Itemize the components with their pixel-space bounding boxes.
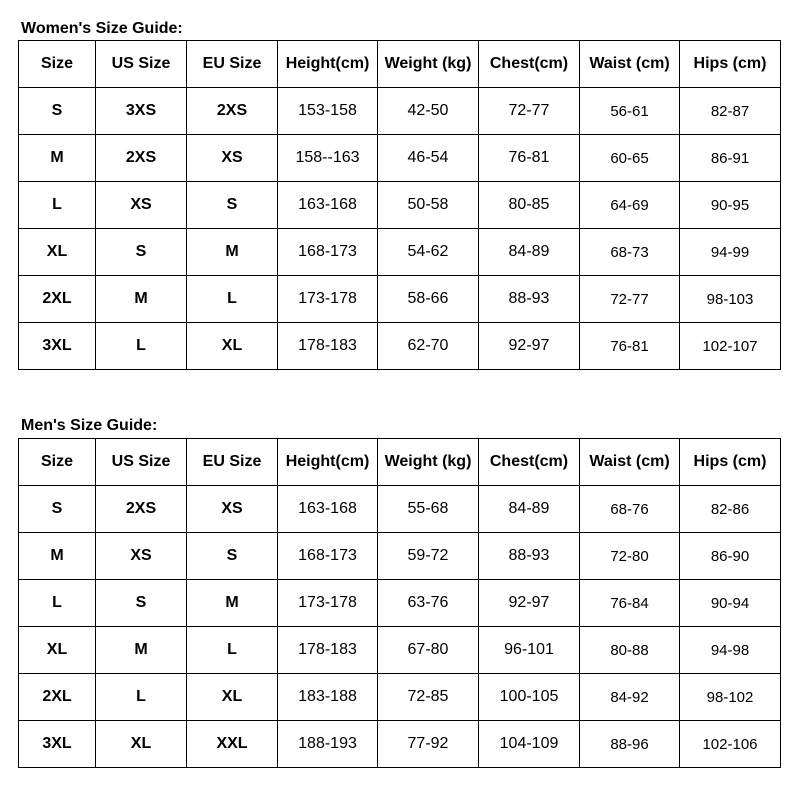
men-cell-waist: 88-96 [580, 721, 680, 768]
table-row [19, 229, 781, 276]
men-cell-eu-size: M [187, 580, 278, 627]
women-cell-eu-size: XL [187, 323, 278, 370]
women-cell-height: 163-168 [278, 182, 378, 229]
table-row [19, 627, 781, 674]
women-cell-size: L [19, 182, 96, 229]
women-cell-size: 2XL [19, 276, 96, 323]
women-cell-waist: 60-65 [580, 135, 680, 182]
women-cell-weight: 62-70 [378, 323, 479, 370]
women-header-eu-size: EU Size [187, 41, 278, 88]
women-cell-us-size: L [96, 323, 187, 370]
women-cell-waist: 72-77 [580, 276, 680, 323]
men-cell-waist: 80-88 [580, 627, 680, 674]
men-cell-size: 3XL [19, 721, 96, 768]
women-cell-eu-size: 2XS [187, 88, 278, 135]
men-cell-us-size: XL [96, 721, 187, 768]
men-cell-height: 183-188 [278, 674, 378, 721]
men-cell-eu-size: XL [187, 674, 278, 721]
women-cell-eu-size: M [187, 229, 278, 276]
women-cell-hips: 94-99 [680, 229, 781, 276]
men-cell-size: S [19, 486, 96, 533]
table-row [19, 276, 781, 323]
men-header-size: Size [19, 439, 96, 486]
women-cell-height: 178-183 [278, 323, 378, 370]
women-cell-waist: 76-81 [580, 323, 680, 370]
men-cell-size: 2XL [19, 674, 96, 721]
women-header-chest: Chest(cm) [479, 41, 580, 88]
women-cell-weight: 54-62 [378, 229, 479, 276]
men-cell-weight: 67-80 [378, 627, 479, 674]
men-cell-eu-size: XXL [187, 721, 278, 768]
men-cell-us-size: S [96, 580, 187, 627]
women-cell-waist: 56-61 [580, 88, 680, 135]
men-size-guide-title: Men's Size Guide: [21, 417, 158, 434]
women-cell-hips: 90-95 [680, 182, 781, 229]
women-cell-eu-size: L [187, 276, 278, 323]
men-cell-weight: 72-85 [378, 674, 479, 721]
women-cell-chest: 72-77 [479, 88, 580, 135]
men-cell-waist: 76-84 [580, 580, 680, 627]
table-row [19, 486, 781, 533]
women-cell-size: XL [19, 229, 96, 276]
women-cell-hips: 86-91 [680, 135, 781, 182]
women-cell-hips: 102-107 [680, 323, 781, 370]
women-cell-chest: 88-93 [479, 276, 580, 323]
women-cell-chest: 76-81 [479, 135, 580, 182]
men-cell-hips: 86-90 [680, 533, 781, 580]
women-cell-us-size: S [96, 229, 187, 276]
women-header-hips: Hips (cm) [680, 41, 781, 88]
men-cell-size: L [19, 580, 96, 627]
women-cell-height: 173-178 [278, 276, 378, 323]
women-cell-chest: 92-97 [479, 323, 580, 370]
men-cell-waist: 68-76 [580, 486, 680, 533]
women-size-guide-title: Women's Size Guide: [21, 20, 183, 37]
women-cell-weight: 50-58 [378, 182, 479, 229]
women-cell-waist: 68-73 [580, 229, 680, 276]
men-cell-waist: 72-80 [580, 533, 680, 580]
women-size-table [18, 40, 781, 370]
men-cell-size: M [19, 533, 96, 580]
women-cell-chest: 80-85 [479, 182, 580, 229]
women-cell-size: 3XL [19, 323, 96, 370]
men-cell-height: 163-168 [278, 486, 378, 533]
table-row [19, 674, 781, 721]
women-cell-us-size: M [96, 276, 187, 323]
women-header-weight: Weight (kg) [378, 41, 479, 88]
men-cell-waist: 84-92 [580, 674, 680, 721]
table-row [19, 182, 781, 229]
men-cell-weight: 59-72 [378, 533, 479, 580]
men-cell-size: XL [19, 627, 96, 674]
men-size-table [18, 438, 781, 768]
men-cell-chest: 88-93 [479, 533, 580, 580]
women-cell-hips: 98-103 [680, 276, 781, 323]
women-header-height: Height(cm) [278, 41, 378, 88]
table-row [19, 580, 781, 627]
women-cell-eu-size: XS [187, 135, 278, 182]
women-cell-eu-size: S [187, 182, 278, 229]
men-header-hips: Hips (cm) [680, 439, 781, 486]
men-header-weight: Weight (kg) [378, 439, 479, 486]
women-cell-size: S [19, 88, 96, 135]
men-header-eu-size: EU Size [187, 439, 278, 486]
table-row [19, 533, 781, 580]
men-cell-weight: 63-76 [378, 580, 479, 627]
women-header-row [19, 41, 781, 88]
women-cell-chest: 84-89 [479, 229, 580, 276]
men-cell-chest: 100-105 [479, 674, 580, 721]
men-cell-chest: 96-101 [479, 627, 580, 674]
men-cell-height: 188-193 [278, 721, 378, 768]
women-header-waist: Waist (cm) [580, 41, 680, 88]
women-cell-waist: 64-69 [580, 182, 680, 229]
men-cell-us-size: XS [96, 533, 187, 580]
table-row [19, 135, 781, 182]
table-row [19, 88, 781, 135]
men-cell-eu-size: XS [187, 486, 278, 533]
men-header-chest: Chest(cm) [479, 439, 580, 486]
men-cell-height: 178-183 [278, 627, 378, 674]
table-row [19, 323, 781, 370]
men-cell-eu-size: L [187, 627, 278, 674]
men-cell-chest: 104-109 [479, 721, 580, 768]
men-cell-us-size: L [96, 674, 187, 721]
men-cell-us-size: 2XS [96, 486, 187, 533]
table-row [19, 721, 781, 768]
men-cell-weight: 55-68 [378, 486, 479, 533]
men-cell-height: 168-173 [278, 533, 378, 580]
women-header-us-size: US Size [96, 41, 187, 88]
men-header-row [19, 439, 781, 486]
men-cell-hips: 94-98 [680, 627, 781, 674]
men-cell-us-size: M [96, 627, 187, 674]
women-cell-weight: 58-66 [378, 276, 479, 323]
men-header-waist: Waist (cm) [580, 439, 680, 486]
women-cell-us-size: 2XS [96, 135, 187, 182]
women-cell-weight: 46-54 [378, 135, 479, 182]
men-cell-hips: 90-94 [680, 580, 781, 627]
men-header-height: Height(cm) [278, 439, 378, 486]
women-cell-height: 153-158 [278, 88, 378, 135]
men-cell-hips: 102-106 [680, 721, 781, 768]
women-cell-hips: 82-87 [680, 88, 781, 135]
women-cell-size: M [19, 135, 96, 182]
men-cell-hips: 98-102 [680, 674, 781, 721]
women-cell-height: 158--163 [278, 135, 378, 182]
men-cell-hips: 82-86 [680, 486, 781, 533]
women-cell-us-size: 3XS [96, 88, 187, 135]
men-cell-chest: 84-89 [479, 486, 580, 533]
men-header-us-size: US Size [96, 439, 187, 486]
women-cell-weight: 42-50 [378, 88, 479, 135]
men-cell-weight: 77-92 [378, 721, 479, 768]
men-cell-height: 173-178 [278, 580, 378, 627]
women-cell-us-size: XS [96, 182, 187, 229]
women-cell-height: 168-173 [278, 229, 378, 276]
men-cell-eu-size: S [187, 533, 278, 580]
women-header-size: Size [19, 41, 96, 88]
men-cell-chest: 92-97 [479, 580, 580, 627]
